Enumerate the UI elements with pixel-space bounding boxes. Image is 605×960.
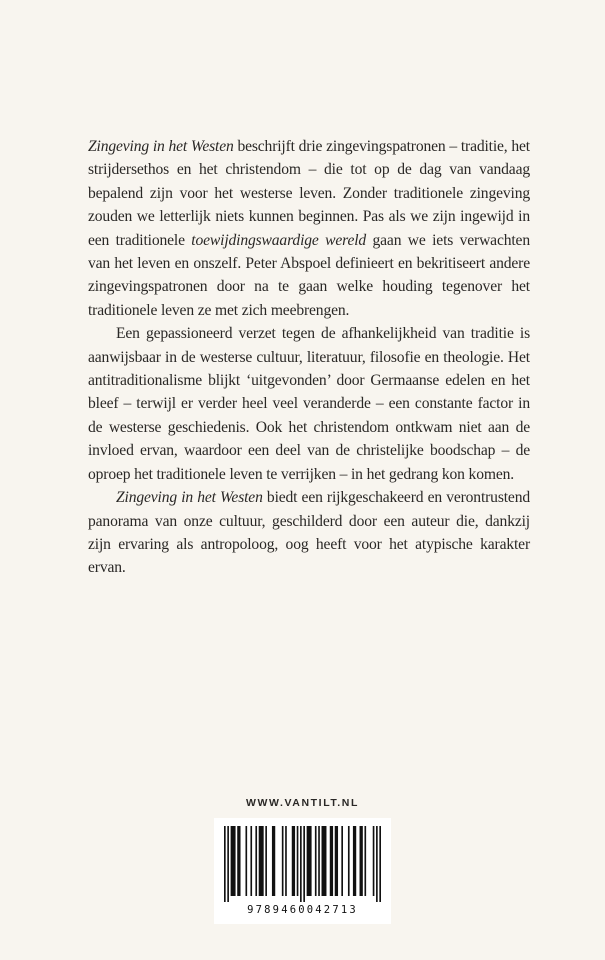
barcode-bar [322, 826, 327, 896]
barcode-bar [341, 826, 343, 896]
barcode-bar [265, 826, 267, 896]
book-title-italic: Zingeving in het Westen [88, 138, 234, 155]
barcode-bar [259, 826, 264, 896]
barcode-bar [335, 826, 338, 896]
barcode-bar [250, 826, 252, 896]
blurb-paragraph-1 [88, 135, 530, 322]
blurb-paragraph-1-text-b: gaan we iets verwachten van het leven en onszelf. Peter Abspoel definieert en bekritiseert andere zingevingspatronen door na te gaan welke houding tegenover het traditionele leven ze met zich meebrengen. [88, 231, 530, 319]
blurb-paragraph-1-text-a: beschrijft drie zingevingspatronen – traditie, het strijdersethos en het christendom – die tot op de dag van vandaag bepalend zijn voor het westerse leven. Zonder traditionele zingeving zouden we letterlijk niets kunnen beginnen. Pas als we zijn ingewijd in een traditionele [88, 138, 530, 249]
blurb-text [88, 135, 530, 580]
barcode-bar [353, 826, 356, 896]
barcode-bar [272, 826, 275, 896]
barcode-bar [292, 826, 295, 896]
barcode-bar [282, 826, 284, 896]
barcode-bar [330, 826, 333, 896]
barcode-guard-bar [379, 826, 381, 902]
barcode-bar [318, 826, 320, 896]
barcode-bar [245, 826, 247, 896]
book-title-italic: Zingeving in het Westen [116, 489, 263, 507]
barcode-bar [373, 826, 375, 896]
barcode-bars [224, 826, 381, 902]
barcode-bar [297, 826, 299, 896]
barcode-bar [307, 826, 312, 896]
barcode-bar [255, 826, 257, 896]
barcode-bar [364, 826, 366, 896]
barcode-bar [348, 826, 350, 896]
isbn-digits: 9789460042713 [247, 904, 358, 916]
barcode-guard-bar [227, 826, 229, 902]
barcode-bar [231, 826, 236, 896]
blurb-paragraph-3 [88, 486, 530, 580]
barcode-guard-bar [300, 826, 302, 902]
barcode-guard-bar [224, 826, 226, 902]
publisher-url: WWW.VANTILT.NL [246, 797, 359, 809]
barcode-guard-bar [303, 826, 305, 902]
blurb-paragraph-3-text: biedt een rijkgeschakeerd en verontrustend panorama van onze cultuur, geschilderd door een auteur die, dankzij zijn ervaring als antropoloog, oog heeft voor het atypische karakter ervan. [88, 489, 530, 577]
barcode-bar [360, 826, 363, 896]
barcode-guard-bar [376, 826, 378, 902]
barcode-bar [237, 826, 240, 896]
blurb-paragraph-2: Een gepassioneerd verzet tegen de afhankelijkheid van traditie is aanwijsbaar in de westerse cultuur, literatuur, filosofie en theologie. Het antitraditionalisme blijkt ‘uitgevonden’ door Germaanse edelen en het bleef – terwijl er verder heel veel veranderde – een constante factor in de westerse geschiedenis. Ook het christendom ontkwam niet aan de invloed ervan, waardoor een deel van de christelijke boodschap – de oproep het traditionele leven te verrijken – in het gedrang kon komen. [88, 325, 530, 483]
term-italic: toewijdingswaardige wereld [191, 231, 367, 249]
barcode-bar [285, 826, 287, 896]
isbn-barcode [214, 818, 391, 924]
barcode-bar [315, 826, 317, 896]
